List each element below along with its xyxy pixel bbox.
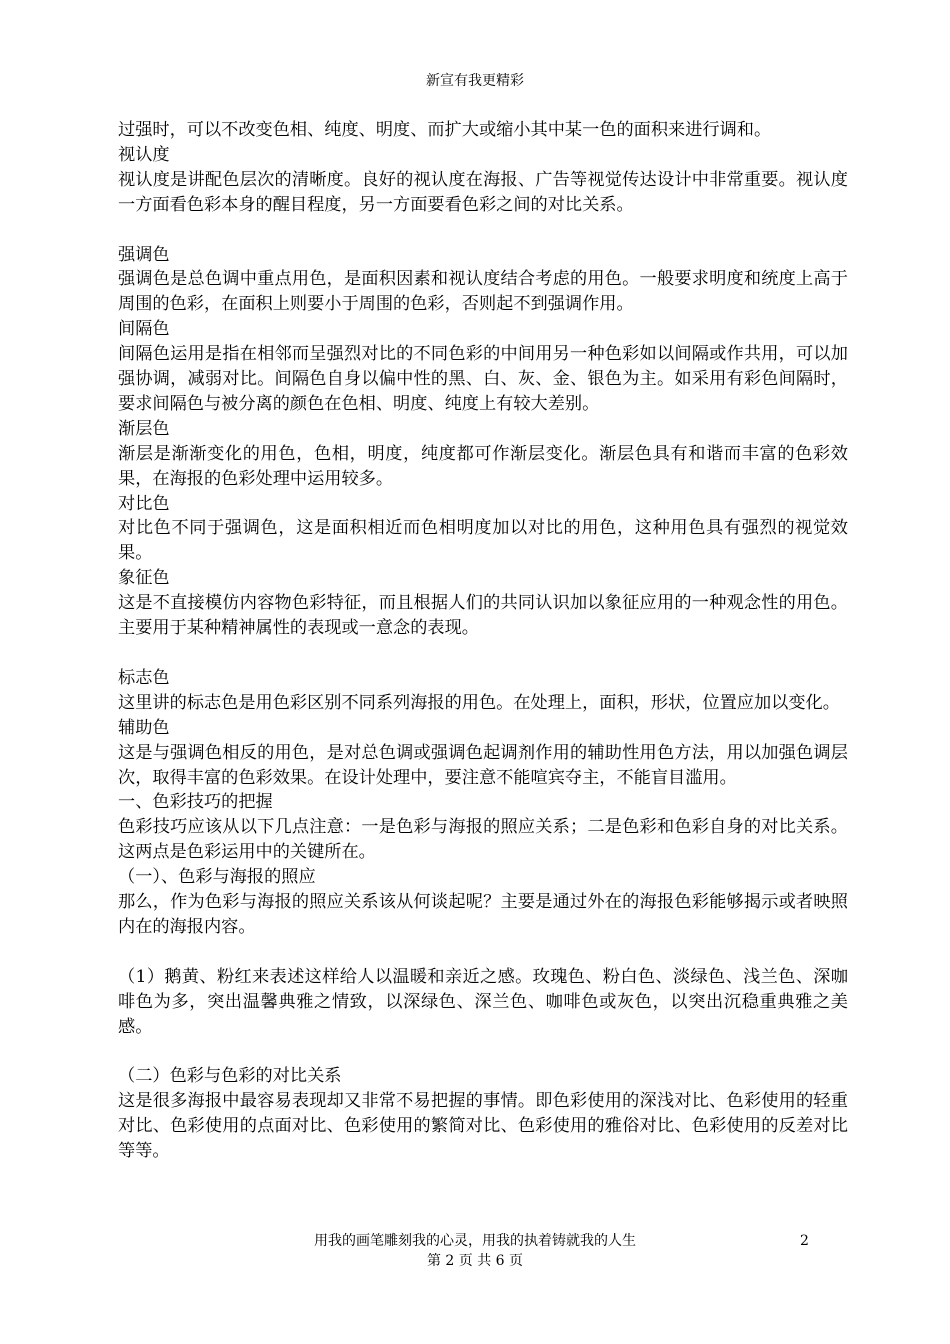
section-heading: 间隔色: [118, 319, 170, 340]
paragraph: 渐层是渐渐变化的用色，色相，明度，纯度都可作渐层变化。渐层色具有和谐而丰富的色彩效果，在海报的色彩处理中运用较多。: [118, 443, 848, 489]
paragraph: 对比色不同于强调色，这是面积相近而色相明度加以对比的用色，这种用色具有强烈的视觉效果。: [118, 518, 848, 564]
blank-line: [118, 218, 848, 243]
section-heading: 辅助色: [118, 717, 170, 738]
paragraph: （1）鹅黄、粉红来表述这样给人以温暖和亲近之感。玫瑰色、粉白色、淡绿色、浅兰色、深咖啡色为多，突出温馨典雅之情致，以深绿色、深兰色、咖啡色或灰色，以突出沉稳重典雅之美感。: [118, 966, 848, 1037]
paragraph: 这是很多海报中最容易表现却又非常不易把握的事情。即色彩使用的深浅对比、色彩使用的轻重对比、色彩使用的点面对比、色彩使用的繁简对比、色彩使用的雅俗对比、色彩使用的反差对比等等。: [118, 1091, 848, 1162]
blank-line: [118, 1039, 848, 1064]
paragraph: 这是不直接模仿内容物色彩特征，而且根据人们的共同认识加以象征应用的一种观念性的用色。主要用于某种精神属性的表现或一意念的表现。: [118, 593, 848, 639]
paragraph: 那么，作为色彩与海报的照应关系该从何谈起呢？主要是通过外在的海报色彩能够揭示或者映照内在的海报内容。: [118, 892, 848, 937]
paragraph: 间隔色运用是指在相邻而呈强烈对比的不同色彩的中间用另一种色彩如以间隔或作共用，可以加强协调，减弱对比。间隔色自身以偏中性的黑、白、灰、金、银色为主。如采用有彩色间隔时，要求间隔色与被分离的颜色在色相、明度、纯度上有较大差别。: [118, 344, 848, 414]
section-heading: 对比色: [118, 493, 170, 514]
section-heading: 强调色: [118, 244, 170, 265]
page-header: 新宣有我更精彩: [426, 73, 524, 89]
section-heading: 视认度: [118, 144, 170, 165]
blank-line: [118, 940, 848, 965]
paragraph: 这里讲的标志色是用色彩区别不同系列海报的用色。在处理上，面积，形状，位置应加以变化。: [118, 692, 840, 713]
footer-page-info: 第 2 页 共 6 页: [426, 1253, 524, 1269]
paragraph: 色彩技巧应该从以下几点注意：一是色彩与海报的照应关系；二是色彩和色彩自身的对比关系。这两点是色彩运用中的关键所在。: [118, 817, 848, 863]
paragraph: 过强时，可以不改变色相、纯度、明度、而扩大或缩小其中某一色的面积来进行调和。: [118, 120, 772, 140]
footer-motto: 用我的画笔雕刻我的心灵，用我的执着铸就我的人生: [314, 1233, 636, 1249]
paragraph: 这是与强调色相反的用色，是对总色调或强调色起调剂作用的辅助性用色方法，用以加强色调层次，取得丰富的色彩效果。在设计处理中，要注意不能喧宾夺主，不能盲目滥用。: [118, 742, 848, 788]
section-heading: 象征色: [118, 568, 170, 589]
document-body: [118, 118, 848, 1164]
section-heading: 渐层色: [118, 418, 170, 439]
section-heading: 标志色: [118, 667, 170, 688]
section-heading: （二）色彩与色彩的对比关系: [118, 1066, 342, 1087]
section-heading: 一、色彩技巧的把握: [118, 792, 273, 813]
paragraph: 强调色是总色调中重点用色，是面积因素和视认度结合考虑的用色。一般要求明度和统度上高于周围的色彩，在面积上则要小于周围的色彩，否则起不到强调作用。: [118, 269, 848, 315]
footer-page-number: 2: [800, 1233, 809, 1249]
paragraph: 视认度是讲配色层次的清晰度。良好的视认度在海报、广告等视觉传达设计中非常重要。视认度一方面看色彩本身的醒目程度，另一方面要看色彩之间的对比关系。: [118, 169, 848, 215]
section-heading: （一）、色彩与海报的照应: [118, 867, 316, 888]
blank-line: [118, 641, 848, 666]
